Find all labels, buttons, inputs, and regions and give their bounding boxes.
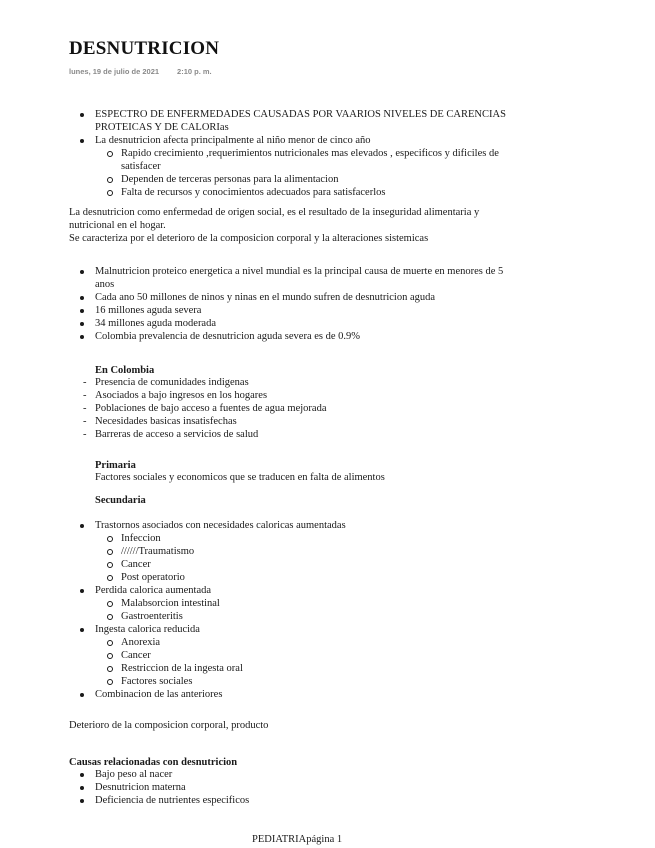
bullet-icon bbox=[80, 309, 84, 313]
circle-bullet-icon bbox=[107, 575, 113, 581]
circle-bullet-icon bbox=[107, 640, 113, 646]
heading-secundaria: Secundaria bbox=[95, 495, 146, 506]
circle-bullet-icon bbox=[107, 190, 113, 196]
circle-bullet-icon bbox=[107, 177, 113, 183]
page-footer: PEDIATRIApágina 1 bbox=[252, 834, 343, 845]
list-item: - Poblaciones de bajo acceso a fuentes de agua mejorada bbox=[83, 403, 327, 414]
circle-bullet-icon bbox=[107, 679, 113, 685]
list-item: ESPECTRO DE ENFERMEDADES CAUSADAS POR VAARIOS NIVELES DE CARENCIAS PROTEICAS Y DE CALORIas bbox=[0, 108, 541, 134]
sub-list-item: Factores sociales bbox=[0, 675, 541, 688]
list-item: - Asociados a bajo ingresos en los hogares bbox=[83, 390, 268, 401]
sub-list-item: Cancer bbox=[0, 558, 541, 571]
bullet-icon bbox=[80, 322, 84, 326]
circle-bullet-icon bbox=[107, 151, 113, 157]
circle-bullet-icon bbox=[107, 549, 113, 555]
bullet-icon bbox=[80, 113, 84, 117]
sub-list-item: //////Traumatismo bbox=[0, 545, 541, 558]
dash-list-colombia bbox=[0, 376, 515, 441]
bullet-icon bbox=[80, 786, 84, 790]
bullet-list-statistics bbox=[0, 265, 515, 343]
sub-list-item: Dependen de terceras personas para la alimentacion bbox=[0, 173, 541, 186]
list-item: Perdida calorica aumentada bbox=[0, 584, 541, 597]
circle-bullet-icon bbox=[107, 562, 113, 568]
sub-list-item: Anorexia bbox=[0, 636, 541, 649]
sub-list-item: Gastroenteritis bbox=[0, 610, 541, 623]
circle-bullet-icon bbox=[107, 666, 113, 672]
list-item: Bajo peso al nacer bbox=[0, 768, 515, 781]
heading-colombia: En Colombia bbox=[95, 365, 155, 376]
list-item: - Presencia de comunidades indigenas bbox=[83, 377, 249, 388]
sub-list-item: Infeccion bbox=[0, 532, 541, 545]
list-item: Combinacion de las anteriores bbox=[0, 688, 541, 701]
list-item: - Barreras de acceso a servicios de salud bbox=[83, 429, 259, 440]
list-item: 16 millones aguda severa bbox=[0, 304, 515, 317]
list-item: Deficiencia de nutrientes especificos bbox=[0, 794, 515, 807]
bullet-icon bbox=[80, 524, 84, 528]
sub-list-item: Restriccion de la ingesta oral bbox=[0, 662, 541, 675]
list-item: - Necesidades basicas insatisfechas bbox=[83, 416, 237, 427]
bullet-icon bbox=[80, 773, 84, 777]
list-item: Desnutricion materna bbox=[0, 781, 515, 794]
bullet-icon bbox=[80, 628, 84, 632]
bullet-icon bbox=[80, 270, 84, 274]
sub-list-item: Cancer bbox=[0, 649, 541, 662]
heading-causas: Causas relacionadas con desnutricion bbox=[69, 757, 238, 768]
primaria-text: Factores sociales y economicos que se traducen en falta de alimentos bbox=[95, 472, 385, 483]
list-item: Colombia prevalencia de desnutricion aguda severa es de 0.9% bbox=[0, 330, 515, 343]
bullet-list-secundaria bbox=[0, 519, 541, 701]
heading-primaria: Primaria bbox=[95, 460, 136, 471]
circle-bullet-icon bbox=[107, 653, 113, 659]
list-item: 34 millones aguda moderada bbox=[0, 317, 515, 330]
note-date: lunes, 19 de julio de 2021 bbox=[69, 67, 160, 76]
list-item: Cada ano 50 millones de ninos y ninas en el mundo sufren de desnutricion aguda bbox=[0, 291, 515, 304]
note-time: 2:10 p. m. bbox=[177, 67, 212, 76]
sub-list-item: Falta de recursos y conocimientos adecuados para satisfacerlos bbox=[0, 186, 541, 199]
bullet-list-causas bbox=[0, 768, 515, 807]
list-item: La desnutricion afecta principalmente al niño menor de cinco año bbox=[0, 134, 541, 147]
list-item: Ingesta calorica reducida bbox=[0, 623, 541, 636]
circle-bullet-icon bbox=[107, 536, 113, 542]
bullet-list-spectrum bbox=[0, 108, 541, 199]
paragraph-definition: La desnutricion como enfermedad de origen social, es el resultado de la inseguridad alimentaria y nutricional en el hogar. Se caracteriza por el deterioro de la composicion corporal y la alteraciones sistemicas bbox=[69, 207, 480, 244]
bullet-icon bbox=[80, 296, 84, 300]
bullet-icon bbox=[80, 139, 84, 143]
bullet-icon bbox=[80, 335, 84, 339]
circle-bullet-icon bbox=[107, 614, 113, 620]
list-item: Malnutricion proteico energetica a nivel mundial es la principal causa de muerte en menores de 5 anos bbox=[0, 265, 515, 291]
sub-list-item: Post operatorio bbox=[0, 571, 541, 584]
bullet-icon bbox=[80, 589, 84, 593]
note-metadata bbox=[69, 65, 212, 78]
page-title: DESNUTRICION bbox=[69, 38, 220, 59]
paragraph-deterioro: Deterioro de la composicion corporal, producto bbox=[69, 720, 269, 731]
bullet-icon bbox=[80, 693, 84, 697]
list-item: Trastornos asociados con necesidades caloricas aumentadas bbox=[0, 519, 541, 532]
bullet-icon bbox=[80, 799, 84, 803]
sub-list-item: Rapido crecimiento ,requerimientos nutricionales mas elevados , especificos y dificiles de satisfacer bbox=[0, 147, 541, 173]
sub-list-item: Malabsorcion intestinal bbox=[0, 597, 541, 610]
circle-bullet-icon bbox=[107, 601, 113, 607]
